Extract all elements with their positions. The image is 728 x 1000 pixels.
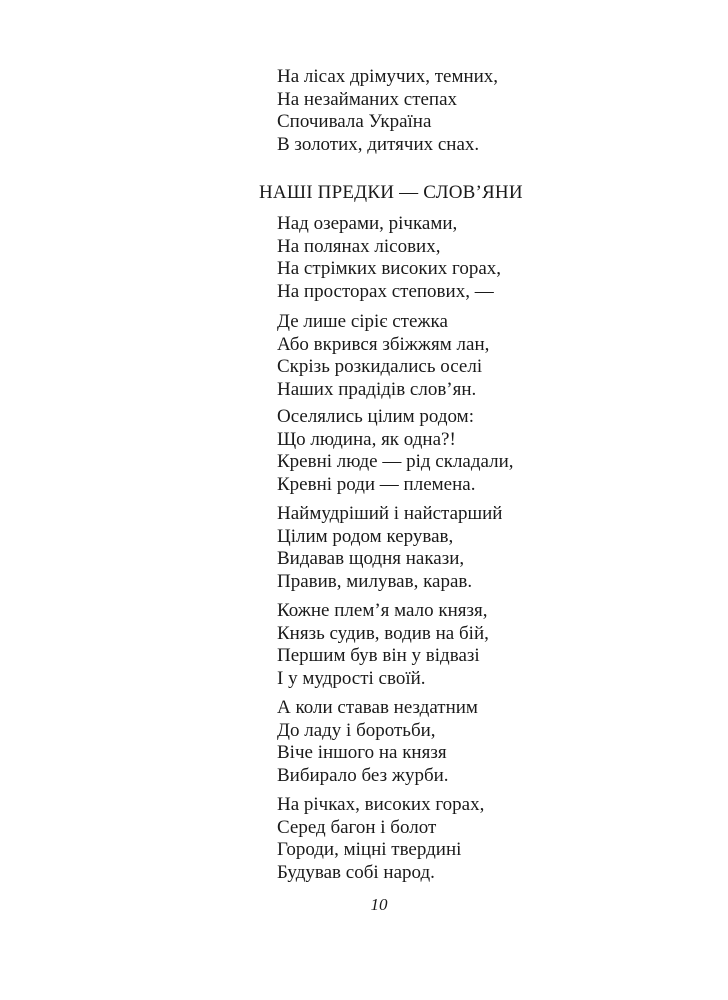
poem-line: Що людина, як одна?! xyxy=(277,428,456,450)
poem-line: На лісах дрімучих, темних, xyxy=(277,66,499,87)
stanza-6 xyxy=(277,697,478,787)
poem-line: Городи, міцні твердині xyxy=(277,839,462,860)
poem-line: На стрімких високих горах, xyxy=(277,258,502,279)
page-number: 10 xyxy=(370,895,388,914)
poem-line: Наймудріший і найстарший xyxy=(277,503,503,524)
stanza-3 xyxy=(277,406,514,496)
poem-line: Віче іншого на князя xyxy=(277,742,447,763)
intro-stanza xyxy=(277,66,498,156)
poem-line: На річках, високих горах, xyxy=(277,794,485,815)
poem-line: На полянах лісових, xyxy=(277,235,441,257)
poem-line: На просторах степових, — xyxy=(277,280,494,302)
poem-line: В золотих, дитячих снах. xyxy=(277,133,480,155)
poem-line: Або вкрився збіжжям лан, xyxy=(277,333,490,355)
poem-line: Серед багон і болот xyxy=(277,816,437,838)
poem-line: Будував собі народ. xyxy=(277,861,435,883)
poem-line: Скрізь розкидались оселі xyxy=(277,356,483,377)
poem-line: Князь судив, водив на бій, xyxy=(277,622,489,644)
poem-line: Оселялись цілим родом: xyxy=(277,406,474,427)
poem-line: Спочивала Україна xyxy=(277,111,432,132)
poem-line: Кревні люде — рід складали, xyxy=(277,451,514,472)
poem-line: Правив, милував, карав. xyxy=(277,570,473,592)
stanza-1 xyxy=(277,213,501,303)
poem-line: На незайманих степах xyxy=(277,88,458,110)
poem-line: Цілим родом керував, xyxy=(277,525,454,547)
stanza-5 xyxy=(277,600,489,690)
poem-line: Першим був він у відвазі xyxy=(277,645,480,666)
poem-line: Кожне плем’я мало князя, xyxy=(277,600,488,621)
poem-line: Вибирало без журби. xyxy=(277,764,449,786)
poem-line: А коли ставав нездатним xyxy=(277,697,478,718)
poem-line: До ладу і боротьби, xyxy=(277,719,436,741)
poem-line: Над озерами, річками, xyxy=(277,213,458,234)
poem-line: І у мудрості своїй. xyxy=(277,667,426,689)
stanza-4 xyxy=(277,503,502,593)
poem-line: Видавав щодня накази, xyxy=(277,548,465,569)
poem-line: Кревні роди — племена. xyxy=(277,473,476,495)
poem-line: Наших прадідів слов’ян. xyxy=(277,378,477,400)
poem-title: НАШІ ПРЕДКИ — СЛОВ’ЯНИ xyxy=(259,182,523,203)
stanza-2 xyxy=(277,311,489,401)
stanza-7 xyxy=(277,794,484,884)
poem-line: Де лише сіріє стежка xyxy=(277,311,448,332)
